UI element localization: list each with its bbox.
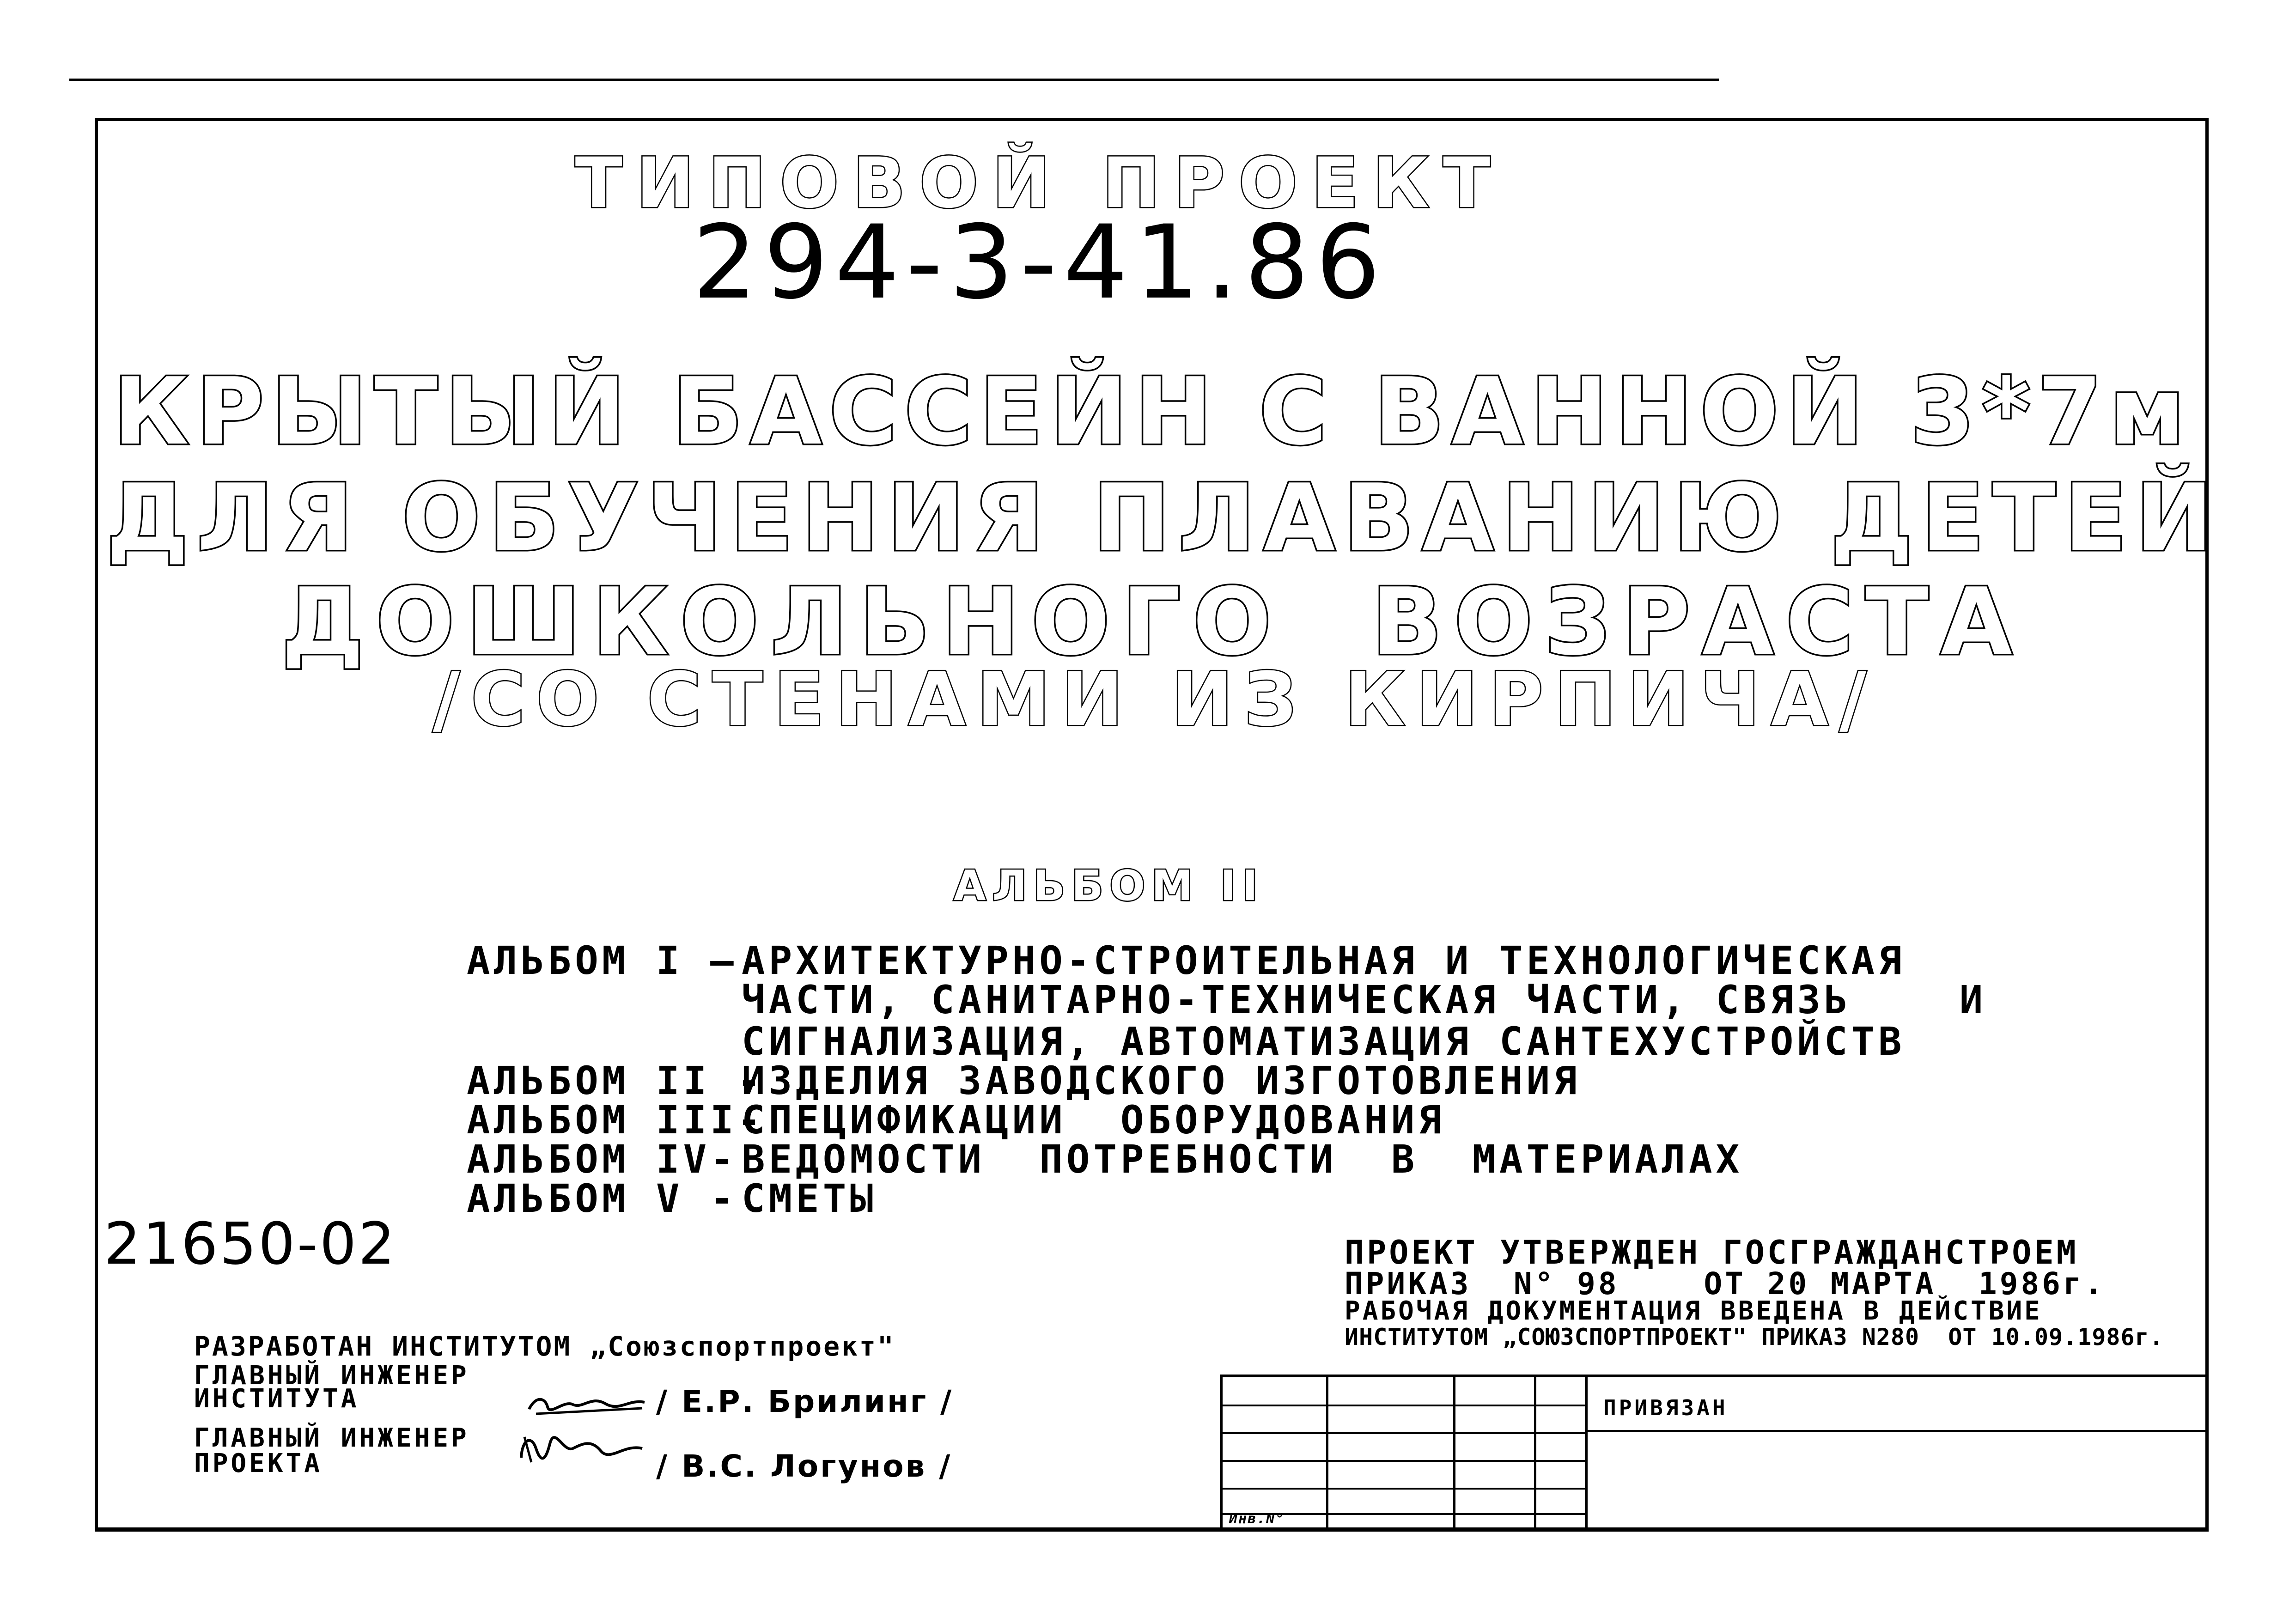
album-label: АЛЬБОМ III-: [467, 1097, 765, 1143]
stamp-row: [1220, 1488, 1585, 1490]
album-description: СМЕТЫ: [742, 1176, 877, 1221]
stamp-row: [1585, 1430, 2209, 1432]
chief-engineer-project-title: ГЛАВНЫЙ ИНЖЕНЕР: [194, 1423, 469, 1453]
approval-line-4: ИНСТИТУТОМ „СОЮЗСПОРТПРОЕКТ" ПРИКАЗ N280 ОТ 10.09.1986г.: [1345, 1324, 2164, 1350]
album-description: ВЕДОМОСТИ ПОТРЕБНОСТИ В МАТЕРИАЛАХ: [742, 1137, 1743, 1182]
album-label: АЛЬБОМ IV-: [467, 1137, 737, 1182]
approval-line-1: ПРОЕКТ УТВЕРЖДЕН ГОСГРАЖДАНСТРОЕМ: [1345, 1234, 2079, 1271]
chief-engineer-institute-title: ГЛАВНЫЙ ИНЖЕНЕР: [194, 1361, 469, 1391]
developer-institute: РАЗРАБОТАН ИНСТИТУТОМ „Союзспортпроект": [194, 1331, 895, 1362]
stamp-row: [1220, 1460, 1585, 1462]
album-label: АЛЬБОМ V -: [467, 1176, 737, 1221]
album-description: ИЗДЕЛИЯ ЗАВОДСКОГО ИЗГОТОВЛЕНИЯ: [742, 1058, 1581, 1103]
project-title-line-1: КРЫТЫЙ БАССЕЙН С ВАННОЙ 3*7м: [113, 358, 2192, 466]
album-label: АЛЬБОМ I —: [467, 938, 737, 983]
album-description: ЧАСТИ, САНИТАРНО-ТЕХНИЧЕСКАЯ ЧАСТИ, СВЯЗЬ И: [742, 977, 1987, 1022]
stamp-divider: [1453, 1375, 1455, 1532]
approval-line-3: РАБОЧАЯ ДОКУМЕНТАЦИЯ ВВЕДЕНА В ДЕЙСТВИЕ: [1345, 1296, 2042, 1326]
project-number: 294-3-41.86: [692, 203, 1387, 322]
chief-engineer-institute-title: ИНСТИТУТА: [194, 1384, 359, 1414]
chief-engineer-project-name: / В.С. Логунов /: [656, 1448, 952, 1484]
stamp-row: [1220, 1432, 1585, 1434]
signature-briling: [527, 1391, 647, 1418]
binding-label: ПРИВЯЗАН: [1603, 1395, 1728, 1420]
album-description: СПЕЦИФИКАЦИИ ОБОРУДОВАНИЯ: [742, 1097, 1445, 1143]
stamp-border: [1220, 1375, 2209, 1377]
top-trim-line: [69, 79, 1719, 81]
stamp-divider: [1326, 1375, 1328, 1532]
project-title-line-3: ДОШКОЛЬНОГО ВОЗРАСТА: [281, 568, 2024, 676]
chief-engineer-project-title: ПРОЕКТА: [194, 1448, 323, 1478]
chief-engineer-institute-name: / Е.Р. Брилинг /: [656, 1384, 954, 1419]
album-description: АРХИТЕКТУРНО-СТРОИТЕЛЬНАЯ И ТЕХНОЛОГИЧЕСКАЯ: [742, 938, 1906, 983]
album-description: СИГНАЛИЗАЦИЯ, АВТОМАТИЗАЦИЯ САНТЕХУСТРОЙСТВ: [742, 1019, 1906, 1064]
inventory-label: Инв.N°: [1229, 1511, 1285, 1527]
inventory-number: 21650-02: [104, 1210, 397, 1277]
stamp-row: [1220, 1405, 1585, 1406]
stamp-border: [1220, 1375, 1223, 1532]
signature-logunov: [518, 1430, 647, 1467]
project-title-line-4: /СО СТЕНАМИ ИЗ КИРПИЧА/: [432, 656, 1878, 742]
stamp-divider: [1585, 1375, 1588, 1532]
project-title-line-2: ДЛЯ ОБУЧЕНИЯ ПЛАВАНИЮ ДЕТЕЙ: [106, 464, 2222, 572]
current-album-heading: АЛЬБОМ II: [954, 862, 1264, 910]
stamp-divider: [1534, 1375, 1536, 1532]
album-label: АЛЬБОМ II -: [467, 1058, 765, 1103]
approval-line-2: ПРИКАЗ N° 98 ОТ 20 МАРТА 1986г.: [1345, 1266, 2106, 1302]
title-typical-project: ТИПОВОЙ ПРОЕКТ: [575, 143, 1504, 224]
